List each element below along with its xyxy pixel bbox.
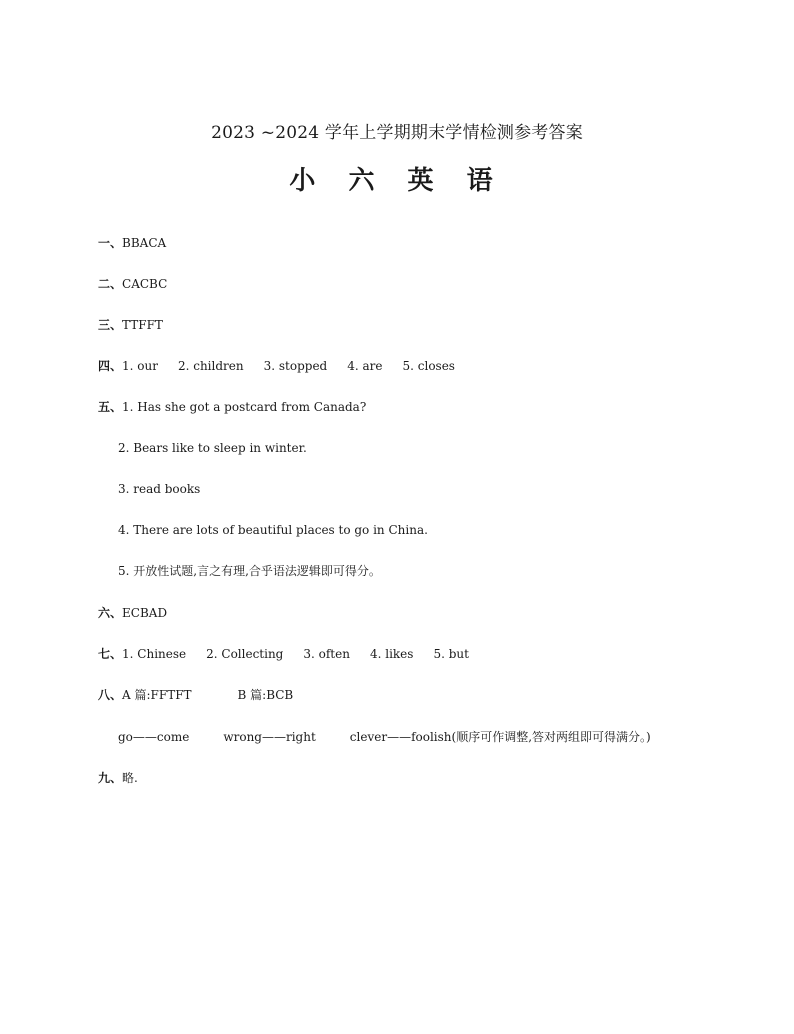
section-1-number: 一、 [98, 236, 123, 250]
section-9 [98, 770, 138, 786]
section-3-answer: TTFFT [122, 318, 163, 332]
section-3-number: 三、 [98, 318, 123, 332]
section-5-item-5: 5. 开放性试题,言之有理,合乎语法逻辑即可得分。 [118, 564, 381, 578]
section-7 [98, 646, 469, 662]
section-7-item-2: 2. Collecting [206, 647, 284, 661]
section-7-item-1: 1. Chinese [122, 647, 187, 661]
section-1 [98, 235, 166, 251]
section-7-item-5: 5. but [433, 647, 469, 661]
section-4 [98, 358, 455, 374]
word-pair-3: clever——foolish [349, 730, 452, 744]
section-7-number: 七、 [98, 647, 123, 661]
section-6-answer: ECBAD [122, 606, 168, 620]
word-pair-1: go——come [118, 730, 190, 744]
section-4-item-4: 4. are [347, 359, 383, 373]
section-5 [98, 399, 366, 415]
document-title: 2023 ~2024 学年上学期期末学情检测参考答案 [211, 123, 583, 143]
section-7-item-3: 3. often [303, 647, 350, 661]
section-8-number: 八、 [98, 688, 123, 702]
section-8-part-a: A 篇:FFTFT [122, 688, 192, 702]
word-pair-2: wrong——right [223, 730, 316, 744]
section-5-item-1: 1. Has she got a postcard from Canada? [122, 400, 367, 414]
section-2-answer: CACBC [122, 277, 168, 291]
section-3 [98, 317, 163, 333]
section-6 [98, 605, 167, 621]
section-5-item-2: 2. Bears like to sleep in winter. [118, 441, 307, 455]
section-8-word-pairs [118, 729, 651, 745]
section-9-answer: 略. [122, 771, 138, 785]
section-4-item-1: 1. our [122, 359, 158, 373]
section-4-item-5: 5. closes [402, 359, 455, 373]
section-4-number: 四、 [98, 359, 123, 373]
section-2 [98, 276, 167, 292]
section-6-number: 六、 [98, 606, 123, 620]
section-1-answer: BBACA [122, 236, 167, 250]
section-7-item-4: 4. likes [369, 647, 414, 661]
section-4-item-3: 3. stopped [263, 359, 328, 373]
section-5-item-4: 4. There are lots of beautiful places to go in China. [118, 523, 428, 537]
section-5-item-3: 3. read books [118, 482, 201, 496]
word-pair-note: (顺序可作调整,答对两组即可得满分。) [451, 730, 651, 744]
section-9-number: 九、 [98, 771, 123, 785]
section-8-part-b: B 篇:BCB [237, 688, 294, 702]
section-2-number: 二、 [98, 277, 123, 291]
section-5-number: 五、 [98, 400, 123, 414]
section-4-item-2: 2. children [177, 359, 244, 373]
document-subtitle: 小 六 英 语 [289, 166, 505, 196]
section-8 [98, 687, 293, 703]
